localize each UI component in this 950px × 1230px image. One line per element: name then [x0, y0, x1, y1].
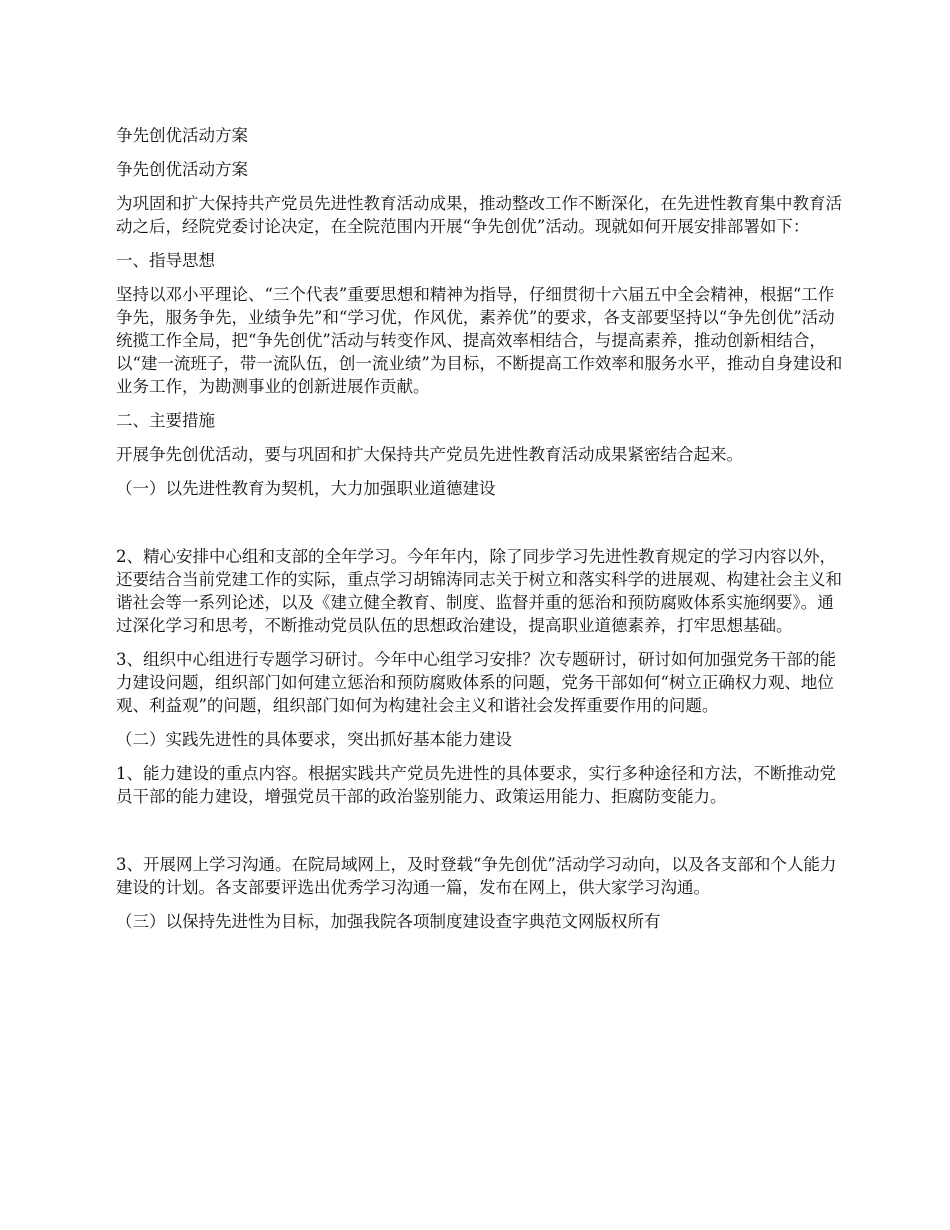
- item-paragraph: 1、能力建设的重点内容。根据实践共产党员先进性的具体要求，实行多种途径和方法，不断推动党员干部的能力建设，增强党员干部的政治鉴别能力、政策运用能力、拒腐防变能力。: [116, 764, 836, 806]
- section-heading-guiding-ideology: 一、指导思想: [116, 251, 215, 270]
- main-measures-paragraph: 开展争先创优活动，要与巩固和扩大保持共产党员先进性教育活动成果紧密结合起来。: [116, 445, 743, 464]
- blank-gap: [116, 511, 846, 545]
- document-body: [116, 124, 846, 944]
- item-paragraph: 3、开展网上学习沟通。在院局域网上，及时登载“争先创优”活动学习动向，以及各支部和个人能力建设的计划。各支部要评选出优秀学习沟通一篇，发布在网上，供大家学习沟通。: [116, 855, 837, 897]
- document-subtitle: 争先创优活动方案: [116, 160, 248, 179]
- item-paragraph: 2、精心安排中心组和支部的全年学习。今年年内，除了同步学习先进性教育规定的学习内容以外，还要结合当前党建工作的实际，重点学习胡锦涛同志关于树立和落实科学的进展观、构建社会主义和谐社会等一系列论述，以及《建立健全教育、制度、监督并重的惩治和预防腐败体系实施纲要》。通过深化学习和思考，不断推动党员队伍的思想政治建设，提高职业道德素养，打牢思想基础。: [116, 547, 842, 635]
- subsection-heading-3: （三）以保持先进性为目标，加强我院各项制度建设查字典范文网版权所有: [116, 912, 661, 931]
- item-paragraph: 3、组织中心组进行专题学习研讨。今年中心组学习安排？次专题研讨，研讨如何加强党务干部的能力建设问题，组织部门如何建立惩治和预防腐败体系的问题，党务干部如何“树立正确权力观、地位观、利益观”的问题，组织部门如何为构建社会主义和谐社会发挥重要作用的问题。: [116, 650, 836, 715]
- subsection-heading-2: （二）实践先进性的具体要求，突出抓好基本能力建设: [116, 730, 512, 749]
- guiding-ideology-paragraph: 坚持以邓小平理论、“三个代表”重要思想和精神为指导，仔细贯彻十六届五中全会精神，根据“工作争先，服务争先，业绩争先”和“学习优，作风优，素养优”的要求，各支部要坚持以“争先创优”活动统揽工作全局，把“争先创优”活动与转变作风、提高效率相结合，与提高素养，推动创新相结合，以“建一流班子，带一流队伍，创一流业绩”为目标，不断提高工作效率和服务水平，推动自身建设和业务工作，为勘测事业的创新进展作贡献。: [116, 285, 843, 396]
- intro-paragraph: 为巩固和扩大保持共产党员先进性教育活动成果，推动整改工作不断深化，在先进性教育集中教育活动之后，经院党委讨论决定，在全院范围内开展“争先创优”活动。现就如何开展安排部署如下：: [116, 194, 842, 236]
- section-heading-main-measures: 二、主要措施: [116, 411, 215, 430]
- document-title: 争先创优活动方案: [116, 126, 248, 145]
- blank-gap: [116, 819, 846, 853]
- subsection-heading-1: （一）以先进性教育为契机，大力加强职业道德建设: [116, 479, 496, 498]
